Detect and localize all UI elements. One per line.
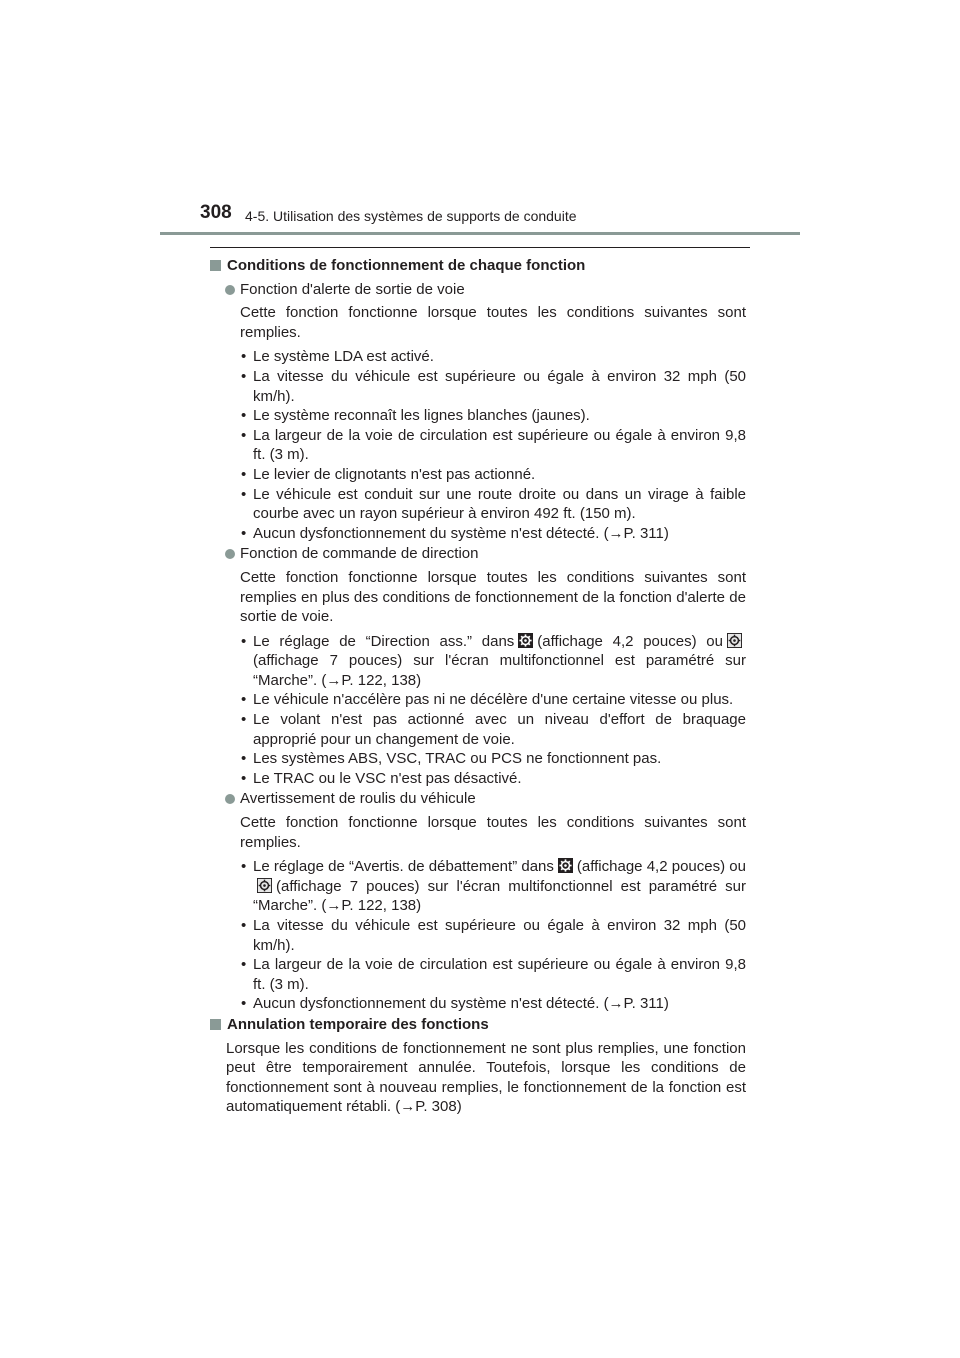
round-bullet-icon: [225, 285, 235, 295]
list-item: • Le système LDA est activé.: [241, 348, 434, 366]
heading-conditions: [210, 256, 746, 276]
settings-gear-icon: [518, 633, 533, 648]
intro-paragraph: Cette fonction fonctionne lorsque toutes les conditions suivantes sont remplies.: [240, 814, 746, 851]
conditions-list: [210, 857, 746, 1014]
conditions-list: [210, 632, 746, 789]
intro-paragraph: Cette fonction fonctionne lorsque toutes les conditions suivantes sont remplies en plus des conditions de fonctionnement de la fonction d'alerte de sortie de voie.: [240, 568, 746, 626]
subheading-text: Fonction de commande de direction: [240, 545, 479, 563]
section-title: 4-5. Utilisation des systèmes de supports de conduite: [245, 208, 577, 224]
list-item: • Le levier de clignotants n'est pas actionné.: [241, 465, 536, 483]
content-divider: [210, 247, 750, 248]
list-item: • Aucun dysfonctionnement du système n'est détecté. (→P. 311): [241, 524, 669, 542]
page-number: 308: [200, 202, 232, 223]
subheading-steering-control: [210, 544, 746, 564]
round-bullet-icon: [225, 549, 235, 559]
list-item: • Le système reconnaît les lignes blanches (jaunes).: [241, 407, 590, 425]
list-item: • Aucun dysfonctionnement du système n'est détecté. (→P. 311): [241, 995, 669, 1013]
list-item: • Le réglage de “Direction ass.” dans (affichage 4,2 pouces) ou(affichage 7 pouces) sur l'écran multifonctionnel est paramétré sur “Marche”. (→P. 122, 138): [241, 632, 746, 689]
subheading-sway-warning: [210, 789, 746, 809]
header-divider: [160, 232, 800, 235]
body-paragraph: Lorsque les conditions de fonctionnement ne sont plus remplies, une fonction peut être temporairement annulée. Toutefois, lorsque les conditions de fonctionnement sont à nouveau remplies, le fonctionnement de la fonction est automatiquement rétabli. (→P. 308): [226, 1039, 746, 1116]
settings-gear-icon-framed: [257, 878, 272, 893]
square-bullet-icon: [210, 260, 221, 271]
list-item: • La vitesse du véhicule est supérieure ou égale à environ 32 mph (50 km/h).: [241, 367, 746, 405]
list-item: • Le TRAC ou le VSC n'est pas désactivé.: [241, 769, 522, 787]
heading-text: Annulation temporaire des fonctions: [227, 1015, 489, 1033]
heading-text: Conditions de fonctionnement de chaque fonction: [227, 257, 586, 274]
round-bullet-icon: [225, 794, 235, 804]
subheading-lane-departure: [210, 280, 746, 300]
list-item: • Le réglage de “Avertis. de débattement” dans (affichage 4,2 pouces) ou(affichage 7 pouces) sur l'écran multifonctionnel est paramétré sur “Marche”. (→P. 122, 138): [241, 858, 746, 915]
subheading-text: Avertissement de roulis du véhicule: [240, 790, 476, 808]
conditions-list: [210, 347, 746, 543]
list-item: • Le volant n'est pas actionné avec un niveau d'effort de braquage approprié pour un changement de voie.: [241, 711, 746, 748]
list-item: • La largeur de la voie de circulation est supérieure ou égale à environ 9,8 ft. (3 m).: [241, 426, 746, 464]
list-item: • Le véhicule n'accélère pas ni ne décélère d'une certaine vitesse ou plus.: [241, 691, 734, 709]
settings-gear-icon: [558, 858, 573, 873]
subheading-text: Fonction d'alerte de sortie de voie: [240, 280, 465, 298]
list-item: • La vitesse du véhicule est supérieure ou égale à environ 32 mph (50 km/h).: [241, 917, 746, 954]
list-item: • Le véhicule est conduit sur une route droite ou dans un virage à faible courbe avec un rayon supérieur à environ 492 ft. (150 m).: [241, 485, 746, 523]
list-item: • Les systèmes ABS, VSC, TRAC ou PCS ne fonctionnent pas.: [241, 750, 662, 768]
square-bullet-icon: [210, 1019, 221, 1030]
intro-paragraph: Cette fonction fonctionne lorsque toutes les conditions suivantes sont remplies.: [240, 304, 746, 341]
page-content: [210, 256, 746, 1122]
heading-temporary-cancel: [210, 1015, 746, 1035]
page-header: [0, 0, 960, 240]
settings-gear-icon-framed: [727, 633, 742, 648]
list-item: • La largeur de la voie de circulation est supérieure ou égale à environ 9,8 ft. (3 m).: [241, 956, 746, 993]
